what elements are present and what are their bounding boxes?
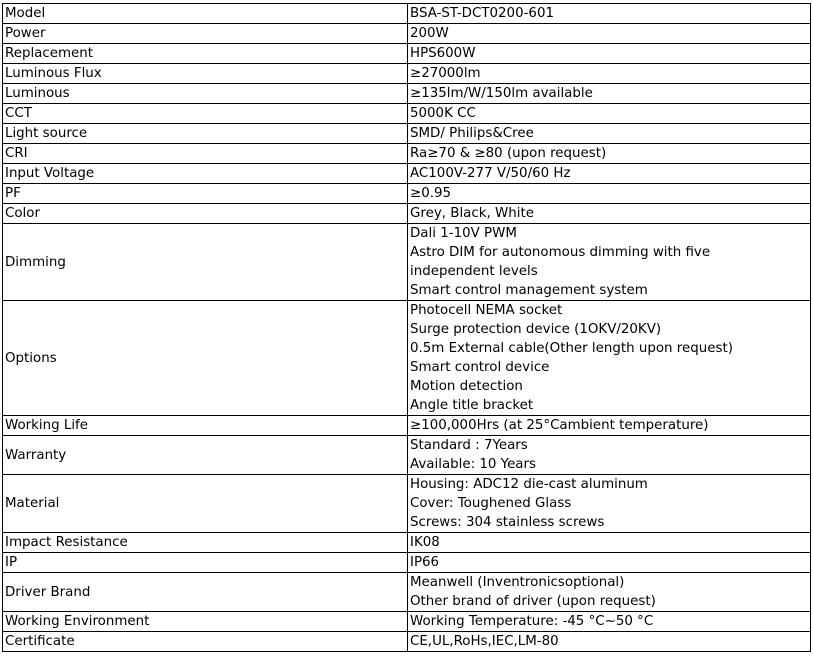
spec-value — [408, 84, 811, 104]
spec-label: Working Environment — [3, 612, 408, 632]
spec-value — [408, 164, 811, 184]
spec-value-line: IK08 — [410, 535, 440, 550]
spec-label: Certificate — [3, 632, 408, 652]
table-row — [3, 416, 811, 436]
spec-value — [408, 416, 811, 436]
spec-value — [408, 475, 811, 533]
table-row — [3, 164, 811, 184]
spec-value — [408, 533, 811, 553]
spec-value-line: HPS600W — [410, 46, 476, 61]
spec-value — [408, 104, 811, 124]
spec-value-line: Working Temperature: -45 °C~50 °C — [410, 614, 654, 629]
spec-value-line: 0.5m External cable(Other length upon request) — [410, 341, 733, 356]
spec-label: Dimming — [3, 224, 408, 301]
spec-value — [408, 612, 811, 632]
spec-label: Working Life — [3, 416, 408, 436]
spec-value-line: Surge protection device (1OKV/20KV) — [410, 322, 662, 337]
spec-label: Material — [3, 475, 408, 533]
spec-value-line: Photocell NEMA socket — [410, 303, 563, 318]
table-row — [3, 612, 811, 632]
spec-value-line: Angle title bracket — [410, 398, 534, 413]
spec-value-line: Cover: Toughened Glass — [410, 496, 572, 511]
spec-label: IP — [3, 553, 408, 573]
spec-value — [408, 301, 811, 416]
table-row — [3, 24, 811, 44]
spec-value-line: SMD/ Philips&Cree — [410, 126, 534, 141]
spec-label: Light source — [3, 124, 408, 144]
spec-label: Warranty — [3, 436, 408, 475]
table-row — [3, 104, 811, 124]
spec-value — [408, 204, 811, 224]
spec-value — [408, 44, 811, 64]
table-row — [3, 204, 811, 224]
table-row — [3, 184, 811, 204]
table-row — [3, 64, 811, 84]
table-row — [3, 573, 811, 612]
spec-value-line: Motion detection — [410, 379, 523, 394]
spec-value-line: Available: 10 Years — [410, 457, 536, 472]
spec-value-line: independent levels — [410, 264, 538, 279]
table-row — [3, 436, 811, 475]
spec-label: Driver Brand — [3, 573, 408, 612]
spec-value-line: AC100V-277 V/50/60 Hz — [410, 166, 571, 181]
spec-value-line: Screws: 304 stainless screws — [410, 515, 605, 530]
spec-label: Model — [3, 4, 408, 24]
spec-value-line: CE,UL,RoHs,IEC,LM-80 — [410, 634, 559, 649]
spec-label: Luminous — [3, 84, 408, 104]
spec-value — [408, 144, 811, 164]
spec-table — [2, 3, 811, 652]
spec-label: Color — [3, 204, 408, 224]
table-row — [3, 632, 811, 652]
spec-value-line: Grey, Black, White — [410, 206, 534, 221]
spec-value-line: ≥135lm/W/150lm available — [410, 86, 593, 101]
spec-value-line: BSA-ST-DCT0200-601 — [410, 6, 554, 21]
spec-value-line: ≥27000lm — [410, 66, 481, 81]
table-row — [3, 533, 811, 553]
spec-value — [408, 184, 811, 204]
spec-value — [408, 573, 811, 612]
spec-value-line: Housing: ADC12 die-cast aluminum — [410, 477, 648, 492]
table-row — [3, 44, 811, 64]
spec-table-body — [3, 4, 811, 652]
spec-value-line: 5000K CC — [410, 106, 476, 121]
spec-label: PF — [3, 184, 408, 204]
spec-value — [408, 4, 811, 24]
spec-label: Replacement — [3, 44, 408, 64]
spec-value-line: Dali 1-10V PWM — [410, 226, 517, 241]
spec-value-line: Smart control management system — [410, 283, 648, 298]
spec-value-line: Astro DIM for autonomous dimming with five — [410, 245, 711, 260]
spec-value-line: ≥100,000Hrs (at 25°Cambient temperature) — [410, 418, 709, 433]
spec-value — [408, 24, 811, 44]
spec-value — [408, 632, 811, 652]
table-row — [3, 84, 811, 104]
spec-label: Power — [3, 24, 408, 44]
spec-value-line: Standard : 7Years — [410, 438, 528, 453]
spec-label: Luminous Flux — [3, 64, 408, 84]
table-row — [3, 553, 811, 573]
table-row — [3, 124, 811, 144]
spec-value — [408, 436, 811, 475]
spec-value-line: Ra≥70 & ≥80 (upon request) — [410, 146, 607, 161]
spec-label: Impact Resistance — [3, 533, 408, 553]
table-row — [3, 475, 811, 533]
spec-value — [408, 553, 811, 573]
spec-label: Input Voltage — [3, 164, 408, 184]
spec-value-line: Meanwell (Inventronicsoptional) — [410, 575, 625, 590]
spec-value-line: IP66 — [410, 555, 440, 570]
spec-value-line: 200W — [410, 26, 449, 41]
spec-value-line: Other brand of driver (upon request) — [410, 594, 656, 609]
spec-value — [408, 224, 811, 301]
spec-label: CRI — [3, 144, 408, 164]
spec-value — [408, 64, 811, 84]
spec-label: Options — [3, 301, 408, 416]
table-row — [3, 224, 811, 301]
table-row — [3, 301, 811, 416]
table-row — [3, 4, 811, 24]
spec-label: CCT — [3, 104, 408, 124]
spec-value — [408, 124, 811, 144]
spec-value-line: Smart control device — [410, 360, 550, 375]
spec-value-line: ≥0.95 — [410, 186, 452, 201]
table-row — [3, 144, 811, 164]
